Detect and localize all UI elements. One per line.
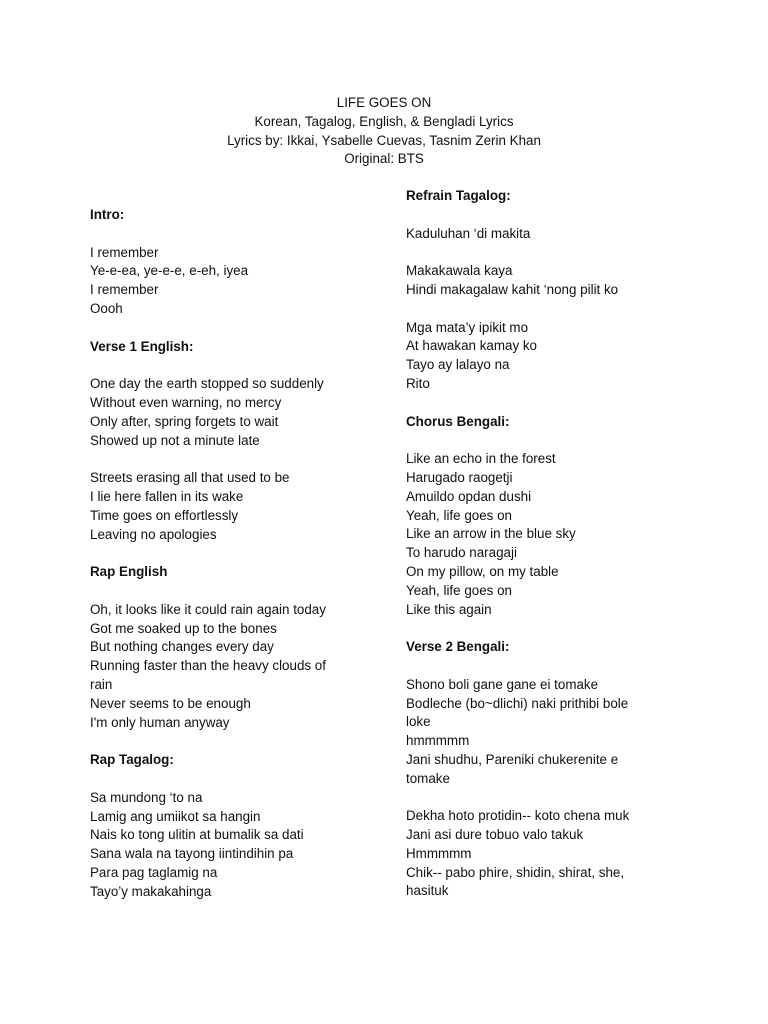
lyric-line: loke xyxy=(406,714,431,730)
lyric-line: Hindi makagalaw kahit ‘nong pilit ko xyxy=(406,281,619,297)
lyric-line: hmmmmm xyxy=(406,733,470,749)
spacer xyxy=(406,206,706,225)
spacer xyxy=(406,657,706,676)
lyric-line: Time goes on effortlessly xyxy=(90,507,239,523)
lyric-line: Got me soaked up to the bones xyxy=(90,620,277,636)
document-header xyxy=(0,94,768,169)
spacer xyxy=(406,431,706,450)
lyric-line: Like an arrow in the blue sky xyxy=(406,526,576,542)
lyric-line: Yeah, life goes on xyxy=(406,507,512,523)
spacer xyxy=(406,243,706,262)
lyric-line: Never seems to be enough xyxy=(90,695,251,711)
lyric-line: But nothing changes every day xyxy=(90,639,274,655)
lyric-line: Hmmmmm xyxy=(406,845,472,861)
lyric-line: Yeah, life goes on xyxy=(406,582,512,598)
lyric-line: Harugado raogetji xyxy=(406,469,513,485)
spacer xyxy=(90,901,390,920)
spacer xyxy=(90,450,390,469)
spacer xyxy=(406,300,706,319)
section-heading: Refrain Tagalog: xyxy=(406,188,511,203)
spacer xyxy=(90,544,390,563)
lyric-line: Leaving no apologies xyxy=(90,526,217,542)
lyric-line: Ye-e-ea, ye-e-e, e-eh, iyea xyxy=(90,263,249,279)
lyric-line: Bodleche (bo~dlichi) naki prithibi bole xyxy=(406,695,629,711)
lyric-line: Rito xyxy=(406,375,430,391)
section-heading: Intro: xyxy=(90,207,125,222)
right-lyrics-column xyxy=(406,187,706,920)
lyric-line: Lamig ang umiikot sa hangin xyxy=(90,808,261,824)
lyric-line: Amuildo opdan dushi xyxy=(406,488,532,504)
lyric-line: At hawakan kamay ko xyxy=(406,338,537,354)
spacer xyxy=(90,582,390,601)
spacer xyxy=(90,225,390,244)
lyric-line: I'm only human anyway xyxy=(90,714,230,730)
lyric-line: Dekha hoto protidin-- koto chena muk xyxy=(406,808,630,824)
lyric-line: Nais ko tong ulitin at bumalik sa dati xyxy=(90,827,304,843)
lyric-line: I remember xyxy=(90,244,159,260)
lyric-line: Like an echo in the forest xyxy=(406,451,556,467)
lyric-line: rain xyxy=(90,676,113,692)
section-heading: Verse 1 English: xyxy=(90,338,194,354)
lyric-line: Kaduluhan ‘di makita xyxy=(406,225,531,241)
song-subtitle: Korean, Tagalog, English, & Bengladi Lyrics xyxy=(254,113,514,129)
lyric-line: Running faster than the heavy clouds of xyxy=(90,658,326,674)
lyric-line: One day the earth stopped so suddenly xyxy=(90,376,324,392)
spacer xyxy=(406,789,706,808)
spacer xyxy=(90,319,390,338)
lyric-line: tomake xyxy=(406,770,450,786)
lyric-line: I lie here fallen in its wake xyxy=(90,488,244,504)
lyric-line: Like this again xyxy=(406,601,492,617)
lyric-line: Only after, spring forgets to wait xyxy=(90,413,279,429)
lyric-line: Mga mata’y ipikit mo xyxy=(406,319,529,335)
lyric-line: Jani asi dure tobuo valo takuk xyxy=(406,827,584,843)
spacer xyxy=(406,901,706,920)
spacer xyxy=(90,770,390,789)
section-heading: Rap English xyxy=(90,564,168,580)
lyric-line: I remember xyxy=(90,282,159,298)
lyric-line: hasituk xyxy=(406,883,449,899)
section-heading: Rap Tagalog: xyxy=(90,752,174,768)
lyric-line: On my pillow, on my table xyxy=(406,563,559,579)
spacer xyxy=(90,732,390,751)
lyric-line: To harudo naragaji xyxy=(406,545,517,561)
lyric-line: Without even warning, no mercy xyxy=(90,394,282,410)
song-title: LIFE GOES ON xyxy=(336,95,432,110)
lyric-line: Showed up not a minute late xyxy=(90,432,260,448)
lyric-line: Sana wala na tayong iintindihin pa xyxy=(90,846,294,862)
spacer xyxy=(90,356,390,375)
original-artist: Original: BTS xyxy=(344,151,424,167)
section-heading: Verse 2 Bengali: xyxy=(406,639,510,655)
left-lyrics-column xyxy=(90,206,390,920)
lyric-line: Chik-- pabo phire, shidin, shirat, she, xyxy=(406,864,625,880)
lyric-line: Oh, it looks like it could rain again today xyxy=(90,601,326,617)
spacer xyxy=(406,619,706,638)
spacer xyxy=(406,394,706,413)
lyric-line: Makakawala kaya xyxy=(406,263,513,279)
lyric-line: Para pag taglamig na xyxy=(90,864,218,880)
lyric-line: Streets erasing all that used to be xyxy=(90,470,290,486)
lyric-line: Oooh xyxy=(90,300,123,316)
lyric-line: Sa mundong ‘to na xyxy=(90,789,203,805)
lyric-line: Tayo’y makakahinga xyxy=(90,883,212,899)
section-heading: Chorus Bengali: xyxy=(406,413,510,429)
lyric-line: Tayo ay lalayo na xyxy=(406,357,510,373)
lyric-line: Jani shudhu, Pareniki chukerenite e xyxy=(406,751,619,767)
lyrics-credits: Lyrics by: Ikkai, Ysabelle Cuevas, Tasnim Zerin Khan xyxy=(227,132,541,148)
lyric-line: Shono boli gane gane ei tomake xyxy=(406,676,599,692)
